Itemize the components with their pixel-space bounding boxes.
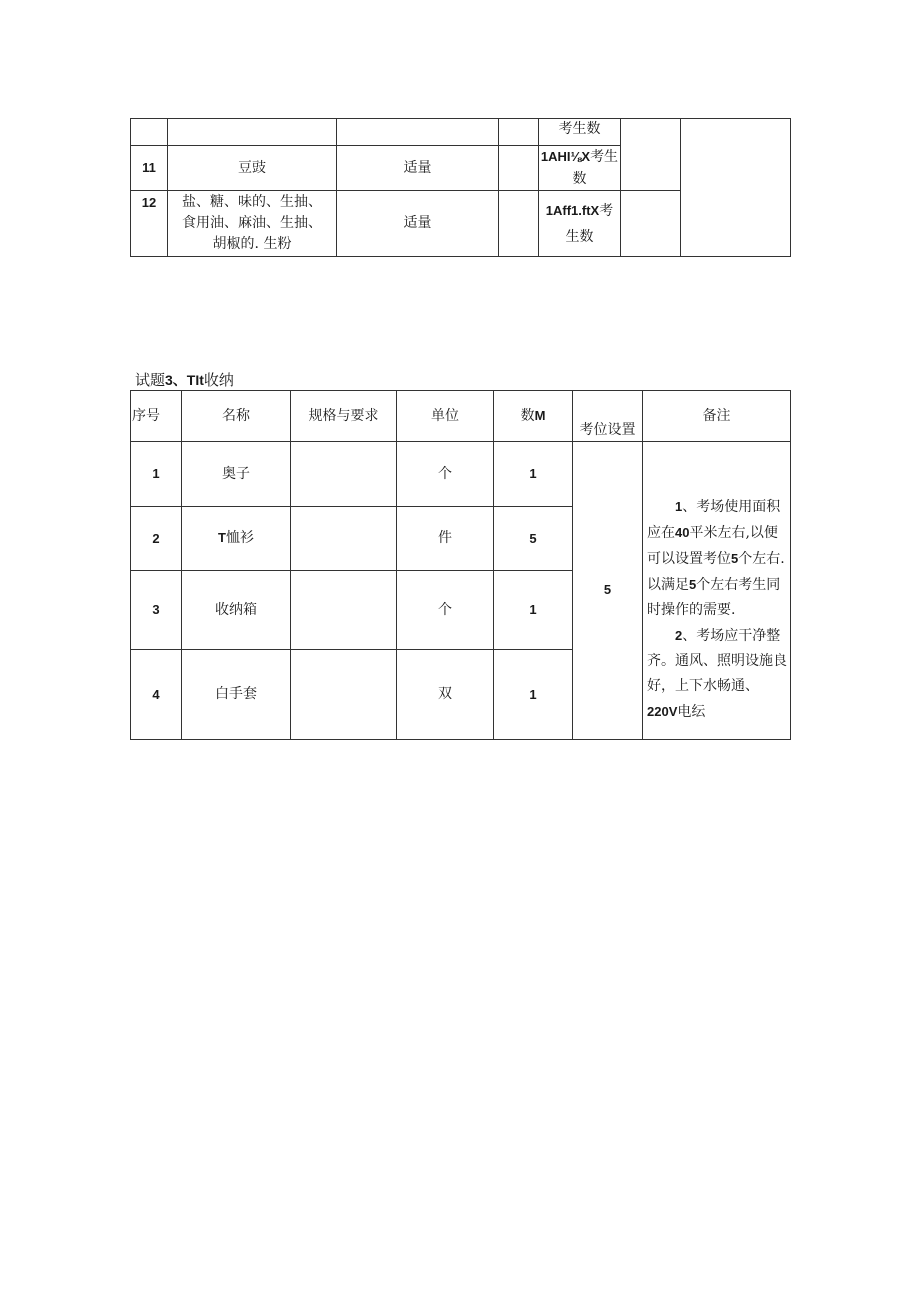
row-number: 11: [131, 146, 168, 191]
item-unit: 个: [397, 571, 494, 650]
ingredient-qty: 适量: [337, 191, 499, 257]
empty-cell: [168, 119, 337, 146]
ingredients-table-fragment: [130, 118, 791, 257]
remark-paragraph-2: 2、考场应干净整齐。通风、照明设施良好，上下水畅通、220V电纭: [647, 628, 787, 720]
empty-cell: [337, 119, 499, 146]
table-row: [131, 442, 791, 507]
item-unit: 件: [397, 507, 494, 571]
empty-cell: [621, 119, 681, 191]
item-name: 白手套: [182, 650, 291, 740]
ingredient-amount: 1AHI⅛X考生数: [539, 146, 621, 191]
header-remark: 备注: [643, 391, 791, 442]
row-number: 1: [131, 442, 182, 507]
item-name: T恤衫: [182, 507, 291, 571]
header-unit: 单位: [397, 391, 494, 442]
item-spec: [291, 442, 397, 507]
storage-materials-table: [130, 390, 791, 740]
item-name: 收纳箱: [182, 571, 291, 650]
item-spec: [291, 571, 397, 650]
row-number: 3: [131, 571, 182, 650]
ingredient-amount: 1Aff1.ftX考生数: [539, 191, 621, 257]
header-name: 名称: [182, 391, 291, 442]
empty-cell: [131, 119, 168, 146]
remark-paragraph-1: 1、考场使用面积应在40平米左右,以便可以设置考位5个左右. 以满足5个左右考生同时操作的需要.: [647, 499, 785, 618]
item-spec: [291, 650, 397, 740]
row-number: 2: [131, 507, 182, 571]
item-qty: 1: [494, 650, 573, 740]
row-number: 12: [131, 191, 168, 257]
ingredient-name: 盐、糖、味的、生抽、 食用油、麻油、生抽、 胡椒的. 生粉: [168, 191, 337, 257]
section-caption: 试题3、TIt收纳: [135, 371, 234, 389]
item-name: 奥子: [182, 442, 291, 507]
row-number: 4: [131, 650, 182, 740]
table-header-row: [131, 391, 791, 442]
item-spec: [291, 507, 397, 571]
ingredient-name: 豆豉: [168, 146, 337, 191]
ingredient-qty: 适量: [337, 146, 499, 191]
item-qty: 5: [494, 507, 573, 571]
header-spec: 规格与要求: [291, 391, 397, 442]
empty-cell: [621, 191, 681, 257]
empty-cell: [681, 119, 791, 257]
item-qty: 1: [494, 571, 573, 650]
header-qty: 数M: [494, 391, 573, 442]
item-qty: 1: [494, 442, 573, 507]
empty-cell: [499, 146, 539, 191]
empty-cell: [499, 119, 539, 146]
header-no: 序号: [131, 391, 182, 442]
header-seats: 考位设置: [573, 391, 643, 442]
empty-cell: [499, 191, 539, 257]
item-unit: 双: [397, 650, 494, 740]
seats-value: 5: [573, 442, 643, 740]
remark-notes: [643, 442, 791, 740]
amount-unit-cell: 考生数: [539, 119, 621, 146]
item-unit: 个: [397, 442, 494, 507]
